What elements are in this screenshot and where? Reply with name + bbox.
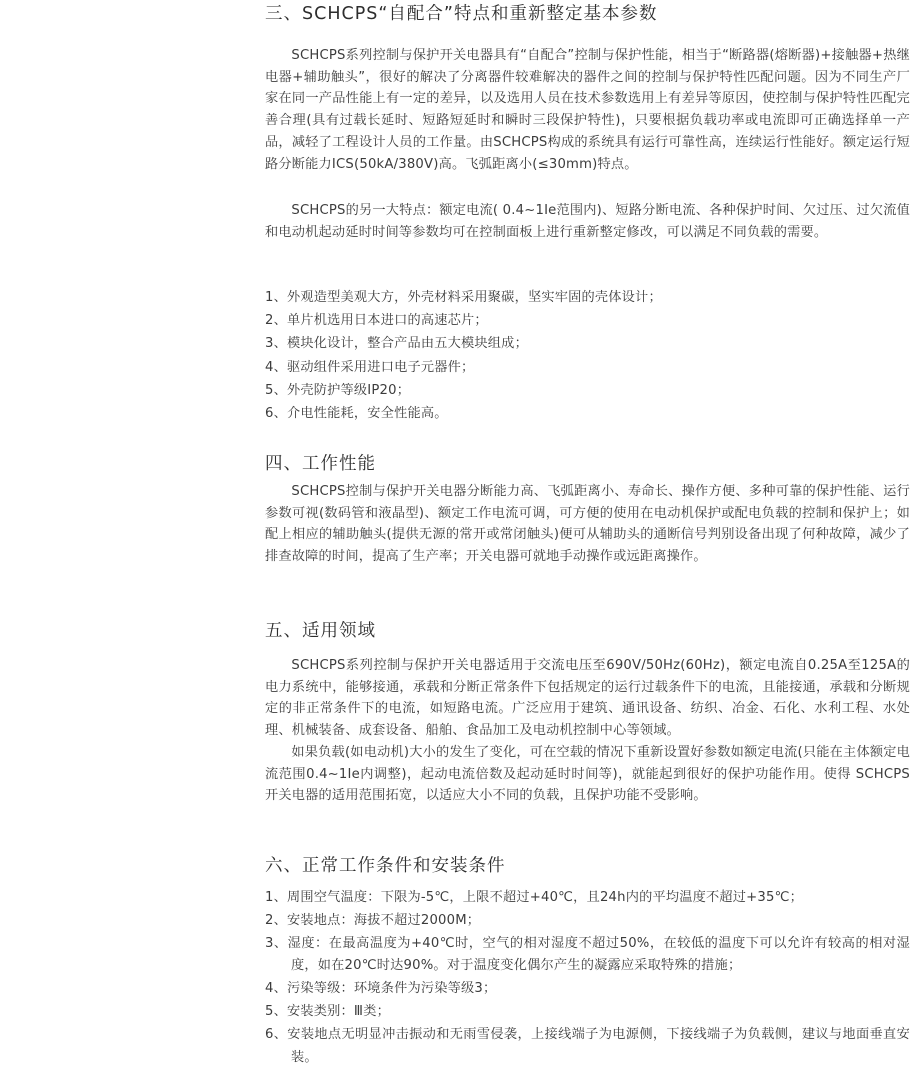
- section-4-heading: 四、工作性能: [265, 454, 376, 474]
- list-item: 6、介电性能耗，安全性能高。: [265, 406, 448, 422]
- list-item: 4、驱动组件采用进口电子元器件；: [265, 359, 475, 375]
- list-item: 6、安装地点无明显冲击振动和无雨雪侵袭，上接线端子为电源侧，下接线端子为负载侧，建议与地面垂直安装。: [265, 1026, 910, 1065]
- section-5-paragraph-2: 如果负载(如电动机)大小的发生了变化，可在空载的情况下重新设置好参数如额定电流(只能在主体额定电流范围0.4~1Ie内调整)，起动电流倍数及起动延时时间等)，就能起到很好的保护功能作用。使得 SCHCPS开关电器的适用范围拓宽，以适应大小不同的负载，且保护功能不受影响。: [265, 745, 910, 804]
- section-3-heading: 三、SCHCPS“自配合”特点和重新整定基本参数: [265, 4, 658, 24]
- list-item: 4、污染等级：环境条件为污染等级3；: [265, 981, 497, 997]
- section-5-paragraph-1: SCHCPS系列控制与保护开关电器适用于交流电压至690V/50Hz(60Hz)，额定电流自0.25A至125A的电力系统中，能够接通，承载和分断正常条件下包括规定的运行过载条件下的电流，且能接通，承载和分断规定的非正常条件下的电流，如短路电流。广泛应用于建筑、通讯设备、纺织、冶金、石化、水利工程、水处理、机械装备、成套设备、船舶、食品加工及电动机控制中心等领域。: [265, 658, 910, 739]
- section-3-paragraph-2: SCHCPS的另一大特点：额定电流( 0.4~1Ie范围内)、短路分断电流、各种保护时间、欠过压、过欠流值和电动机起动延时时间等参数均可在控制面板上进行重新整定修改，可以满足不同负载的需要。: [265, 203, 910, 240]
- section-6-conditions-list: [265, 887, 910, 1069]
- list-item: 3、湿度：在最高温度为+40℃时，空气的相对湿度不超过50%，在较低的温度下可以允许有较高的相对湿度，如在20℃时达90%。对于温度变化偶尔产生的凝露应采取特殊的措施；: [265, 935, 910, 974]
- section-3-feature-list: [265, 286, 910, 425]
- list-item: 2、单片机选用日本进口的高速芯片；: [265, 313, 488, 329]
- list-item: 1、外观造型美观大方，外壳材料采用聚碳，坚实牢固的壳体设计；: [265, 290, 662, 305]
- list-item: 5、外壳防护等级IP20；: [265, 382, 411, 398]
- list-item: 2、安装地点：海拔不超过2000M；: [265, 912, 481, 928]
- list-item: 3、模块化设计，整合产品由五大模块组成；: [265, 336, 528, 352]
- section-3-paragraph-1: SCHCPS系列控制与保护开关电器具有“自配合”控制与保护性能，相当于“断路器(熔断器)+接触器+热继电器+辅助触头”，很好的解决了分离器件较难解决的器件之间的控制与保护特性匹配问题。因为不同生产厂家在同一产品性能上有一定的差异，以及选用人员在技术参数选用上有差异等原因，使控制与保护特性匹配完善合理(具有过载长延时、短路短延时和瞬时三段保护特性)，只要根据负载功率或电流即可正确选择单一产品，减轻了工程设计人员的工作量。由SCHCPS构成的系统具有运行可靠性高，连续运行性能好。额定运行短路分断能力ICS(50kA/380V)高。飞弧距离小(≤30mm)特点。: [265, 48, 910, 172]
- section-4-paragraph-1: SCHCPS控制与保护开关电器分断能力高、飞弧距离小、寿命长、操作方便、多种可靠的保护性能、运行参数可视(数码管和液晶型)、额定工作电流可调，可方便的使用在电动机保护或配电负载的控制和保护上；如配上相应的辅助触头(提供无源的常开或常闭触头)便可从辅助头的通断信号判别设备出现了何种故障，减少了排查故障的时间，提高了生产率；开关电器可就地手动操作或远距离操作。: [265, 484, 910, 565]
- section-6-heading: 六、正常工作条件和安装条件: [265, 856, 506, 876]
- list-item: 1、周围空气温度：下限为-5℃，上限不超过+40℃，且24h内的平均温度不超过+35℃；: [265, 890, 804, 905]
- section-5-heading: 五、适用领域: [265, 621, 376, 641]
- list-item: 5、安装类别：Ⅲ类；: [265, 1003, 390, 1019]
